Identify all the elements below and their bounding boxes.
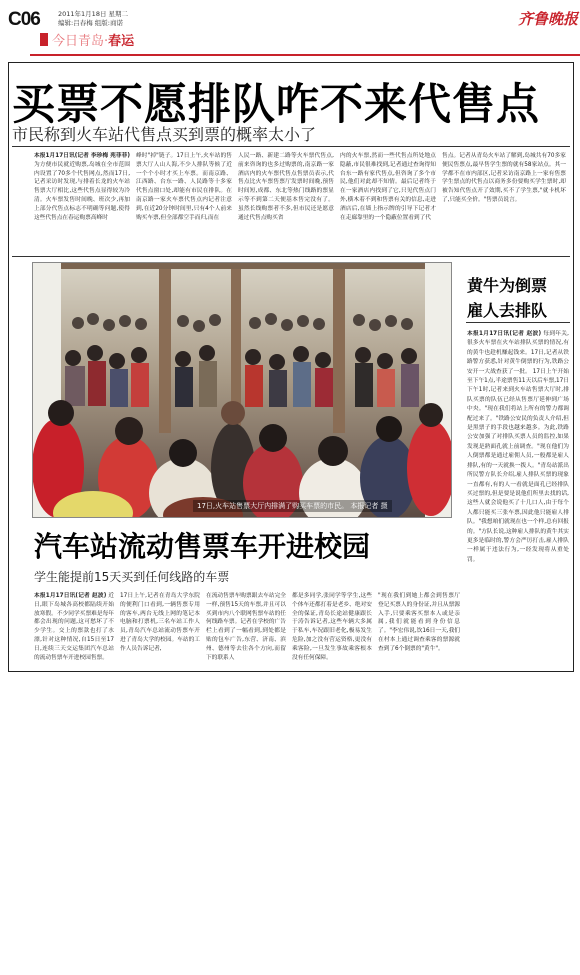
section-topic: 春运 — [108, 34, 135, 49]
sidebar-headline-line2: 雇人去排队 — [467, 301, 548, 320]
story1-subhead: 市民称到火车站代售点买到票的概率太小了 — [12, 125, 317, 144]
story1-column: 人民一路、新建二路等火车票代售点,前来咨询的也多过购票的,南京路一家酒店内的火车票代售点售票员表示,代售点比火车票售票厅发票时间晚,预售时间短,成都、东北等热门线路的票显示等不到第二天便基本售完没有了。虽然长线购票者不多,但市民还是愿意通过代售点购买省 — [238, 153, 334, 221]
section-title — [52, 30, 134, 49]
sidebar-text: 每到年关,很多火车票在火车站排队买票的情况,有的黄牛也趁机赚起钱来。17日,记者从铁路警方获悉,针对黄牛倒票的行为,铁路公安开一大战查获了一批。 17日上午开始至下午1点,半途票售11天以后车票,17日下午1时,记者来到火车站售票大厅时,排队买票的队伍已经从售票厅延伸到广场中央。"现在我们将站上所有的警力都调配过来了。"铁路公安民的负责人介绍,但是黑票子的手段也越来越多。为此,铁路公安加强了对排队买票人员的监控,如果发现是熟面孔就上前调查。"现在他们为人倒票都是通过雇佣人员,一般都是雇人排队,有的一天就换一拨人。"青岛站派出所民警方队长介绍,雇人排队买票的现象一直都有,有的人一看就是面孔已经排队买过票的,但是要是说他们所里去找的话,这些人就会说他买了十几口人,由于每个人都只能买三张车票,因此他只能雇人排队。"我想咱们就现在也一个样,总有回报的。"方队长说,这种雇人排队的黄牛其实更多是临时的,警方会严厉打击,雇人排队一样属于违法行为,一经发现将从重处罚。 — [467, 331, 569, 563]
story2-byline: 本报1月17日讯(记者 赵波) — [34, 593, 107, 599]
story2-column: "现在我们到她上都会到售票厅登记买票人的身份证,并且从票源入手,只要乘客买票本人或是亲属,我们就能看到身份信息了。"李宏伟说,饮16日一天,我们在村本上通过调查乘客的票源就查到了6个倒票的"黄牛"。 — [378, 593, 460, 652]
story2-column-text: 近日,眼下岛城各高校都陆续开始放寒假。不少同学买票难是每年都会出现的问题,这可愁坏了不少学生。交上的票款也打了水漂,针对这种情况,自15日至17日,连续三天交运集团汽车总站的流动售票车开进校园售票。 — [34, 593, 114, 661]
story2-subhead: 学生能提前15天买到任何线路的车票 — [34, 570, 230, 584]
issue-editors: 编辑:吕春梅 组版:商诺 — [58, 19, 123, 27]
story2-column — [34, 592, 114, 668]
photo-caption: 17日,火车站售票大厅内排满了购买车票的市民。 本报记者 摄 — [193, 500, 392, 512]
issue-date: 2011年1月18日 星期二 — [58, 10, 129, 18]
story2-column: 在流动售票车购票跟去车站完全一样,预售15天的车票,并且可以买到市内八个联网售票车站的任何线路车票。记者在学校的广告栏上看到了一幅看到,到处都是贴的包车广告,东营、济南、滨州、德州等去往各个方向,而留下的联系人 — [206, 593, 286, 661]
story1-bottom-divider — [12, 256, 570, 257]
news-photo — [32, 262, 452, 518]
story1-column: 售点。记者从青岛火车站了解到,岛城共有70多家便民售票点,最早售学生票的就有58家站点。其一学都不在市内部区,记者采访南京路上一家有售票学生票点的代售点以商务多份要购买学生票时,却被告知代售点开了效期,买不了学生票,"就卡机坏了,只能买全价。"售票员说言。 — [442, 153, 566, 203]
crowd-photo-image — [33, 263, 452, 518]
newspaper-logo: 齐鲁晚报 — [518, 10, 579, 28]
story2-column: 都是多同学,张同学等学生,这些个体车还都打着是老乡、绝对安全的保证,青岛长途站健康跟长于涛告诉记者,这些车辆大多属于私车,车况跟旧老化,极易发生危险,加之没有营运资格,更没有乘客险,一旦发生事故乘客根本没有任何保障。 — [292, 593, 372, 661]
story1-column: 峰时"掉"链子。17日上午,火车站的售票大厅人山人海,不少人排队等候了近一个个小时才买上车票。而南京路、江西路、台东一路、人民路等十多家代售点窗口处,却能有市民在排队。在南京路一家火车票代售点内记者注意到,在近20分钟时间里,只有4个人前来购买车票,但全部都空手而归,而在 — [136, 153, 232, 221]
story1-byline: 本报1月17日讯(记者 李珍梅 苑菲菲) — [34, 153, 130, 159]
story2-column: 17日上午,记者在青岛大学东院的便利门口看到,一辆售票专用的客车,两台无线上网的笔记本电脑和打票机,三名车站工作人员,青岛汽车总站流动售票车开进了青岛大学的校园。车站的工作人员告诉记者, — [120, 593, 200, 652]
sidebar-headline-line1: 黄牛为倒票 — [467, 276, 548, 295]
story2-headline: 汽车站流动售票车开进校园 — [34, 530, 371, 563]
header-divider — [30, 54, 580, 56]
section-flag-icon — [40, 33, 48, 46]
section-name: 今日青岛· — [52, 34, 109, 49]
page-number: C06 — [8, 9, 40, 30]
story1-headline: 买票不愿排队咋不来代售点 — [12, 80, 540, 130]
story1-column: 内的火车票,然而一些代售点所处地点隐蔽,市民很难找到,记者通过查询得知台东一路有家代售点,但咨询了多个市民,他们对此却不知情。最后记者终于在一家酒店内找到了它,只见代售点门外,横木着不到和售票有关的信息,走进酒店后,在墙上指示牌的引导下记者才在走廊靠里的一个隐蔽位置看到了代 — [340, 153, 436, 221]
story1-divider — [12, 146, 570, 147]
issue-meta — [58, 10, 128, 28]
page-header — [0, 0, 580, 60]
story1-column — [34, 152, 130, 222]
sidebar-body — [467, 330, 569, 668]
sidebar-divider — [466, 322, 570, 323]
story1-column-text: 为方便市民就近购票,岛城在全市范围内设置了70多个代售网点,然而17日,记者采访时发现,与排着长龙的火车站售票大厅相比,这些代售点显得较为冷清。火车票发售时间晚、班次少,再加上部分代售点标志不明确等问题,使得这些代售点在春运购票高峰时 — [34, 161, 130, 221]
sidebar-byline: 本报1月17日讯(记者 赵波) — [467, 331, 542, 337]
